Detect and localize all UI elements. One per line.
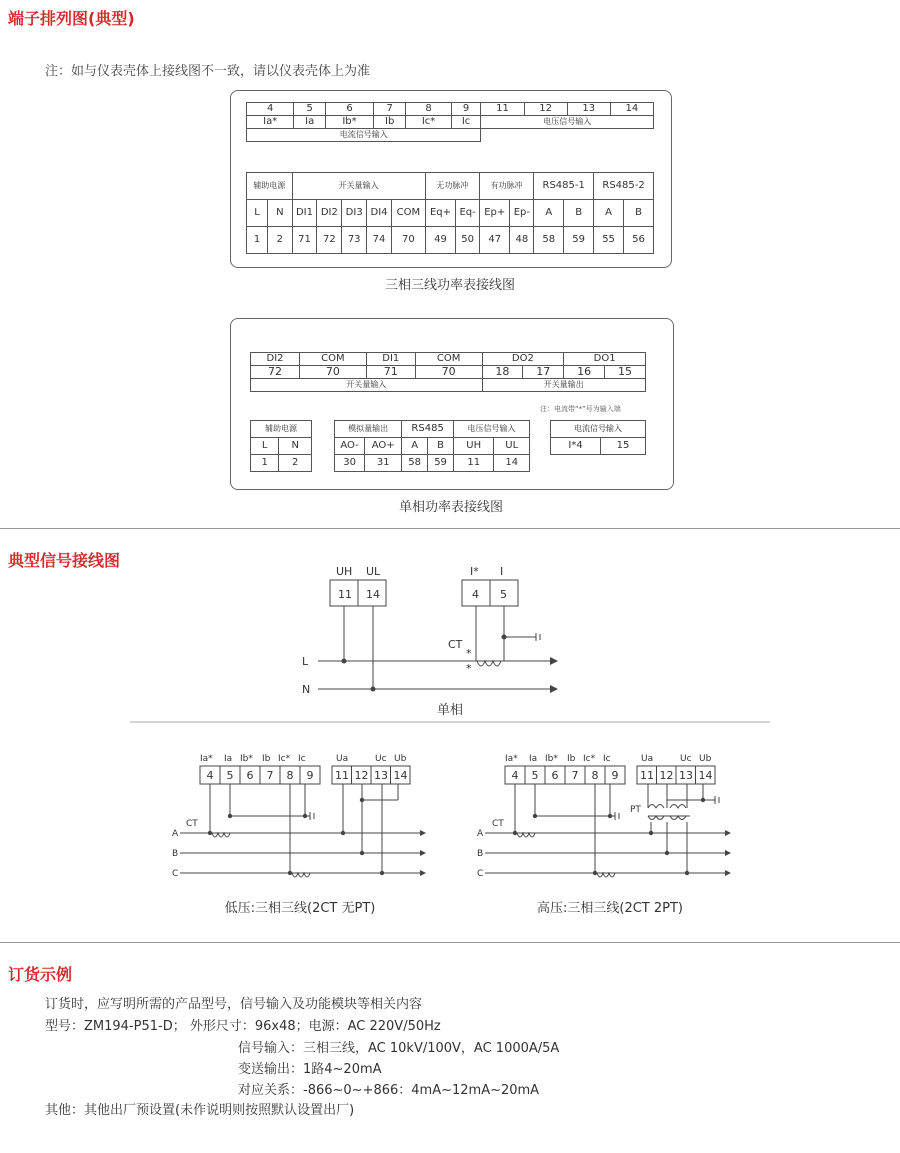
terminal-label: Ia	[529, 754, 538, 764]
terminal-name: B	[428, 438, 454, 455]
terminal-number: 7	[571, 769, 579, 782]
terminal-label: Uc	[375, 754, 387, 764]
section-title-order: 订货示例	[8, 965, 73, 984]
terminal-label: Ib*	[545, 754, 558, 764]
terminal-number: 11	[481, 103, 524, 116]
terminal-name: A	[594, 200, 624, 227]
group-header: 有功脉冲	[480, 173, 534, 200]
terminal-number: 5	[531, 769, 539, 782]
terminal-number: 70	[300, 366, 367, 379]
group-header: 无功脉冲	[425, 173, 479, 200]
terminal-label: Ic*	[278, 754, 291, 764]
terminal-number: 14	[393, 769, 408, 782]
terminal-name: AO-	[335, 438, 365, 455]
analog-header: 模拟量输出	[335, 421, 402, 438]
terminal-name: 15	[601, 438, 646, 455]
terminal-number: 71	[292, 227, 317, 254]
terminal-label: Ua	[641, 754, 654, 764]
terminal-number: 6	[551, 769, 559, 782]
terminal-number: 5	[500, 588, 507, 601]
terminal-number: 74	[367, 227, 392, 254]
note-text: 注：如与仪表壳体上接线图不一致，请以仪表壳体上为准	[45, 64, 371, 79]
terminal-name: Ep+	[480, 200, 510, 227]
current-terminal-label: Ib	[374, 116, 406, 129]
terminal-number: 9	[611, 769, 619, 782]
phase-C: C	[172, 869, 179, 879]
label-UL: UL	[366, 565, 381, 578]
order-line: 订货时，应写明所需的产品型号，信号输入及功能模块等相关内容	[45, 997, 423, 1012]
terminal-label: Ia*	[200, 754, 213, 764]
terminal-name: N	[279, 438, 312, 455]
current-terminal-label: Ia	[294, 116, 326, 129]
terminal-number: 6	[246, 769, 254, 782]
terminal-label: Ub	[394, 754, 407, 764]
group-header: RS485-1	[534, 173, 594, 200]
voltage-input-label: 电压信号输入	[481, 116, 654, 129]
terminal-number: 15	[605, 366, 646, 379]
svg-text:*: *	[466, 662, 472, 675]
terminal-number: 8	[286, 769, 294, 782]
terminal-name: Eq+	[425, 200, 455, 227]
terminal-number: 5	[226, 769, 234, 782]
terminal-number: 18	[482, 366, 523, 379]
low-caption: 低压:三相三线(2CT 无PT)	[224, 901, 376, 916]
order-line: 型号：ZM194-P51-D； 外形尺寸：96x48；电源：AC 220V/50Hz	[45, 1019, 441, 1034]
current-terminal-label: Ic	[451, 116, 481, 129]
terminal-number: 2	[279, 455, 312, 472]
terminal-name: COM	[391, 200, 425, 227]
terminal-number: 14	[366, 588, 380, 601]
phase-C: C	[477, 869, 484, 879]
switch-output-label: 开关量输出	[482, 379, 646, 392]
terminal-number: 13	[374, 769, 388, 782]
terminal-number: 9	[451, 103, 481, 116]
terminal-number: 14	[610, 103, 653, 116]
terminal-number: 56	[624, 227, 654, 254]
high-caption: 高压:三相三线(2CT 2PT)	[537, 901, 683, 916]
terminal-number: 71	[366, 366, 415, 379]
terminal-number: 4	[472, 588, 479, 601]
current-header: 电流信号输入	[551, 421, 646, 438]
terminal-number: 30	[335, 455, 365, 472]
ct-label: CT	[448, 638, 463, 651]
order-line: 信号输入：三相三线，AC 10kV/100V，AC 1000A/5A	[238, 1041, 560, 1056]
terminal-number: 2	[268, 227, 292, 254]
ct-label: CT	[492, 819, 504, 829]
line-N-label: N	[302, 683, 311, 696]
phase-B: B	[477, 849, 484, 859]
terminal-number: 70	[415, 366, 482, 379]
terminal-name: AO+	[365, 438, 402, 455]
terminal-name: DI2	[251, 353, 300, 366]
phase-A: A	[172, 829, 179, 839]
terminal-label: Ib	[262, 754, 271, 764]
terminal-name: A	[402, 438, 428, 455]
terminal-name: DI1	[292, 200, 317, 227]
terminal-name: B	[564, 200, 594, 227]
terminal-number: 13	[567, 103, 610, 116]
terminal-name: B	[624, 200, 654, 227]
phase-B: B	[172, 849, 179, 859]
current-terminal-label: Ic*	[406, 116, 451, 129]
terminal-name: UL	[494, 438, 530, 455]
terminal-number: 72	[317, 227, 342, 254]
terminal-number: 7	[374, 103, 406, 116]
terminal-number: 47	[480, 227, 510, 254]
terminal-name: DI3	[342, 200, 367, 227]
terminal-name: Ep-	[510, 200, 534, 227]
divider	[0, 942, 900, 943]
terminal-number: 8	[591, 769, 599, 782]
terminal-number: 17	[523, 366, 564, 379]
terminal-number: 50	[456, 227, 480, 254]
terminal-name: DI1	[366, 353, 415, 366]
terminal-number: 72	[251, 366, 300, 379]
terminal-number: 14	[698, 769, 713, 782]
group-header: 辅助电源	[247, 173, 293, 200]
terminal-name: COM	[415, 353, 482, 366]
terminal-number: 4	[247, 103, 294, 116]
single-caption: 单相	[436, 703, 464, 718]
order-line: 变送输出：1路4~20mA	[238, 1062, 382, 1077]
section-title-signal: 典型信号接线图	[8, 551, 121, 570]
rs485-header: RS485	[402, 421, 454, 438]
terminal-label: Ib*	[240, 754, 253, 764]
label-I: I	[500, 565, 504, 578]
terminal-number: 6	[325, 103, 373, 116]
terminal-label: Ia*	[505, 754, 518, 764]
terminal-number: 73	[342, 227, 367, 254]
terminal-name: UH	[454, 438, 494, 455]
terminal-number: 11	[335, 769, 349, 782]
terminal-number: 12	[524, 103, 567, 116]
phase-A: A	[477, 829, 484, 839]
terminal-label: Ib	[567, 754, 576, 764]
current-terminal-label: Ia*	[247, 116, 294, 129]
terminal-label: Uc	[680, 754, 692, 764]
aux-header: 辅助电源	[251, 421, 312, 438]
terminal-name: L	[251, 438, 279, 455]
terminal-number: 59	[564, 227, 594, 254]
terminal-number: 1	[247, 227, 268, 254]
label-UH: UH	[336, 565, 353, 578]
terminal-label: Ia	[224, 754, 233, 764]
terminal-name: COM	[300, 353, 367, 366]
terminal-number: 11	[338, 588, 352, 601]
star-note: 注：电流带“*”号为输入端	[540, 405, 621, 413]
terminal-name: I*4	[551, 438, 601, 455]
terminal-number: 31	[365, 455, 402, 472]
terminal-number: 12	[659, 769, 674, 782]
terminal-number: 11	[454, 455, 494, 472]
terminal-number: 58	[402, 455, 428, 472]
terminal-number: 13	[679, 769, 693, 782]
voltage-header: 电压信号输入	[454, 421, 530, 438]
label-I-star: I*	[470, 565, 479, 578]
terminal-number: 1	[251, 455, 279, 472]
terminal-label: Ic*	[583, 754, 596, 764]
single-phase-caption: 单相功率表接线图	[398, 500, 503, 515]
terminal-number: 11	[640, 769, 654, 782]
line-L-label: L	[302, 655, 309, 668]
terminal-number: 4	[206, 769, 214, 782]
order-line: 其他：其他出厂预设置(未作说明则按照默认设置出厂)	[45, 1103, 355, 1118]
terminal-name: L	[247, 200, 268, 227]
terminal-number: 59	[428, 455, 454, 472]
terminal-name: DO1	[564, 353, 646, 366]
current-terminal-label: Ib*	[325, 116, 373, 129]
terminal-number: 55	[594, 227, 624, 254]
group-header: 开关量输入	[292, 173, 425, 200]
terminal-name: DI4	[367, 200, 392, 227]
pt-label: PT	[630, 805, 641, 815]
terminal-number: 58	[534, 227, 564, 254]
terminal-label: Ic	[603, 754, 611, 764]
terminal-label: Ic	[298, 754, 306, 764]
terminal-name: Eq-	[456, 200, 480, 227]
terminal-number: 16	[564, 366, 605, 379]
terminal-number: 5	[294, 103, 326, 116]
terminal-number: 8	[406, 103, 451, 116]
terminal-number: 12	[354, 769, 369, 782]
order-line: 对应关系：-866~0~+866：4mA~12mA~20mA	[238, 1083, 540, 1098]
three-phase-caption: 三相三线功率表接线图	[384, 278, 515, 293]
group-header: RS485-2	[594, 173, 654, 200]
terminal-number: 9	[306, 769, 314, 782]
svg-text:*: *	[466, 647, 472, 660]
section-title-terminal: 端子排列图(典型)	[8, 9, 135, 28]
terminal-name: A	[534, 200, 564, 227]
terminal-number: 14	[494, 455, 530, 472]
terminal-number: 70	[391, 227, 425, 254]
terminal-number: 7	[266, 769, 274, 782]
terminal-name: DI2	[317, 200, 342, 227]
terminal-name: N	[268, 200, 292, 227]
terminal-label: Ua	[336, 754, 349, 764]
ct-label: CT	[186, 819, 198, 829]
switch-input-label: 开关量输入	[251, 379, 483, 392]
terminal-label: Ub	[699, 754, 712, 764]
terminal-number: 49	[425, 227, 455, 254]
terminal-number: 4	[511, 769, 519, 782]
terminal-name: DO2	[482, 353, 564, 366]
terminal-number: 48	[510, 227, 534, 254]
current-input-label: 电流信号输入	[247, 129, 481, 142]
